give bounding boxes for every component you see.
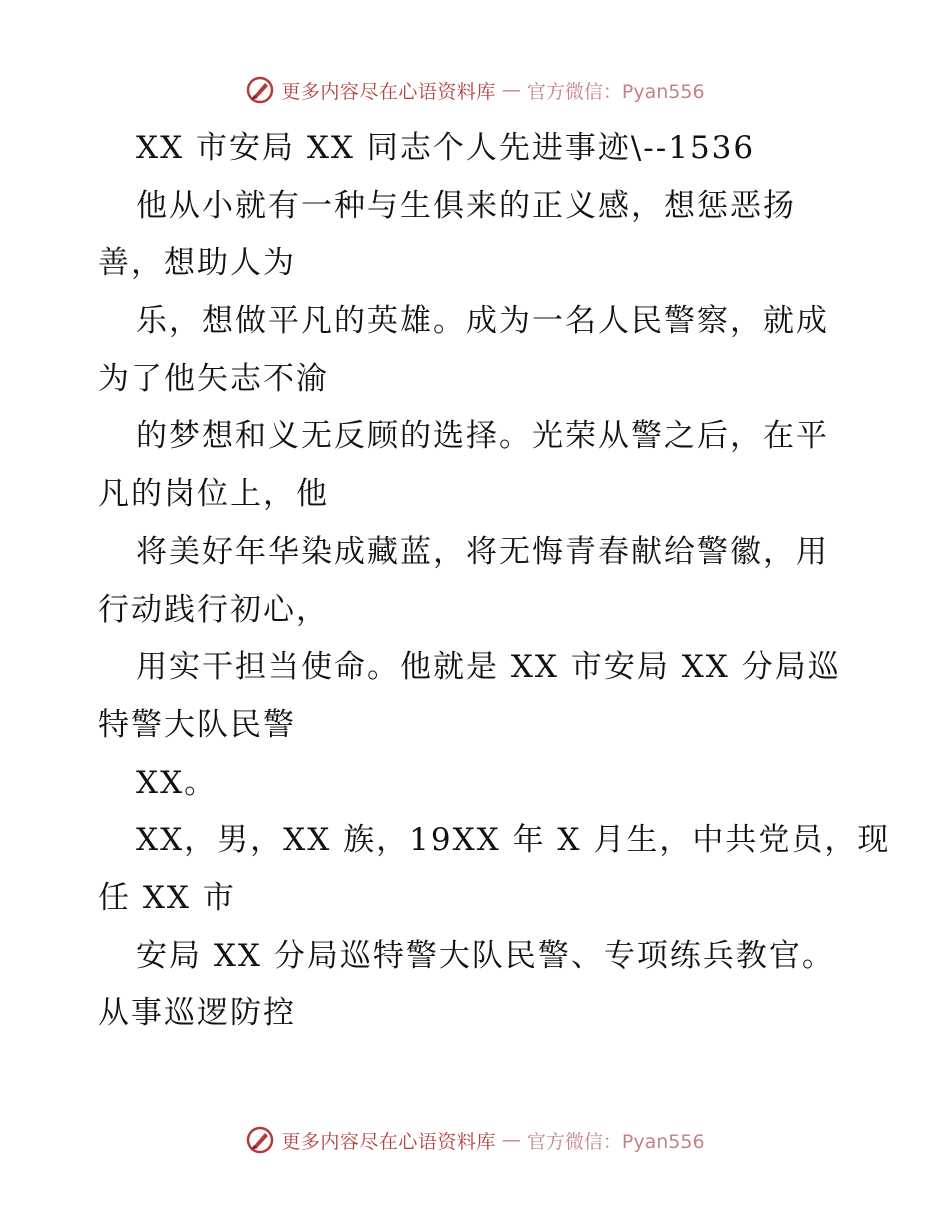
text-line: 用实干担当使命。他就是 XX 市安局 XX 分局巡 bbox=[136, 649, 841, 686]
text-line: 善，想助人为 bbox=[98, 245, 296, 282]
text-line: XX。 bbox=[136, 764, 218, 801]
text-line: 凡的岗位上，他 bbox=[98, 476, 329, 513]
pen-logo-icon bbox=[245, 75, 275, 105]
text-line: 任 XX 市 bbox=[98, 879, 236, 916]
text-line: 行动践行初心， bbox=[98, 591, 329, 628]
text-line: 将美好年华染成藏蓝，将无悔青春献给警徽，用 bbox=[136, 533, 829, 570]
text-line: XX，男，XX 族，19XX 年 X 月生，中共党员，现 bbox=[136, 822, 891, 859]
text-line: 的梦想和义无反顾的选择。光荣从警之后，在平 bbox=[136, 418, 829, 455]
watermark-site-text: 更多内容尽在心语资料库 bbox=[281, 80, 496, 103]
document-body bbox=[98, 120, 891, 1043]
text-line: 为了他矢志不渝 bbox=[98, 360, 329, 397]
watermark-site-text: 更多内容尽在心语资料库 bbox=[281, 1130, 496, 1153]
watermark-dash: — bbox=[501, 79, 521, 101]
watermark-wechat-text: 官方微信：Pyan556 bbox=[526, 1130, 705, 1153]
text-line: 从事巡逻防控 bbox=[98, 995, 296, 1032]
pen-logo-icon bbox=[245, 1125, 275, 1155]
watermark-dash: — bbox=[501, 1129, 521, 1151]
text-line: 特警大队民警 bbox=[98, 706, 296, 743]
watermark-wechat-text: 官方微信：Pyan556 bbox=[526, 80, 705, 103]
footer-watermark bbox=[0, 1120, 950, 1160]
text-line: 他从小就有一种与生俱来的正义感，想惩恶扬 bbox=[136, 187, 796, 224]
header-watermark bbox=[0, 70, 950, 110]
text-line: 安局 XX 分局巡特警大队民警、专项练兵教官。 bbox=[136, 937, 835, 974]
text-line: XX 市安局 XX 同志个人先进事迹\--1536 bbox=[136, 130, 756, 166]
text-line: 乐，想做平凡的英雄。成为一名人民警察，就成 bbox=[136, 303, 829, 340]
